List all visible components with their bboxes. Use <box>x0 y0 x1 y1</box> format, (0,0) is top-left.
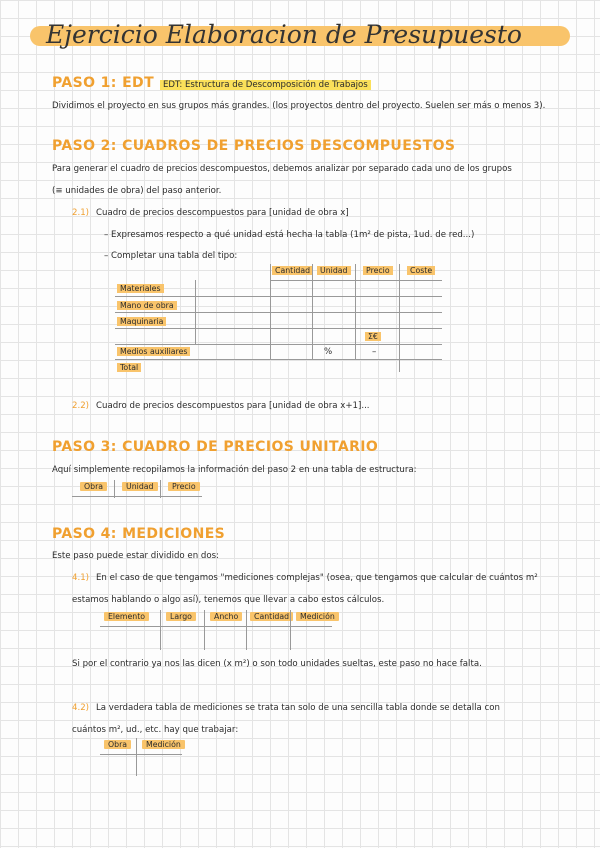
page-title: Ejercicio Elaboracion de Presupuesto <box>46 20 522 49</box>
s41-number: 4.1) <box>72 573 90 583</box>
precios-unitario-table <box>72 480 202 498</box>
dash-label: – <box>372 347 377 357</box>
vline <box>290 610 291 650</box>
bullet-expresamos: – Expresamos respecto a qué unidad está hecha la tabla (1m² de pista, 1ud. de red...) <box>104 230 475 240</box>
s41-text2: estamos hablando o algo así), tenemos que llevar a cabo estos cálculos. <box>72 595 385 605</box>
vline <box>355 264 356 360</box>
paso4-heading: PASO 4: MEDICIONES <box>52 526 226 542</box>
col-unidad: Unidad <box>122 482 158 491</box>
s42-text2: cuántos m², ud., etc. hay que trabajar: <box>72 725 239 735</box>
vline <box>246 610 247 650</box>
col-precio: Precio <box>168 482 200 491</box>
col-cantidad: Cantidad <box>272 266 313 275</box>
col-unidad: Unidad <box>317 266 351 275</box>
col-elemento: Elemento <box>104 612 149 621</box>
paso4-text: Este paso puede estar dividido en dos: <box>52 551 219 561</box>
vline <box>270 264 271 360</box>
vline <box>204 610 205 650</box>
paso1-note-text: EDT: Estructura de Descomposición de Trabajos <box>160 80 371 90</box>
hline <box>115 328 442 329</box>
sum-euro-label: Σ€ <box>365 332 381 341</box>
vline <box>114 480 115 498</box>
vline <box>160 610 161 650</box>
vline <box>160 480 161 498</box>
col-cantidad: Cantidad <box>250 612 293 621</box>
paso2-text1: Para generar el cuadro de precios descompuestos, debemos analizar por separado cada uno de los grupos <box>52 164 512 174</box>
col-obra: Obra <box>104 740 131 749</box>
hline <box>115 359 442 360</box>
col-largo: Largo <box>166 612 196 621</box>
vline <box>195 280 196 344</box>
s21-number: 2.1) <box>72 208 90 218</box>
row-maquinaria: Maquinaria <box>117 317 166 326</box>
row-total: Total <box>117 363 141 372</box>
precios-descompuestos-table <box>115 264 442 372</box>
pct-label: % <box>324 347 333 357</box>
s22-text: Cuadro de precios descompuestos para [unidad de obra x+1]... <box>96 401 370 411</box>
paso3-text: Aquí simplemente recopilamos la información del paso 2 en una tabla de estructura: <box>52 465 417 475</box>
paso2-text2: (≡ unidades de obra) del paso anterior. <box>52 186 222 196</box>
row-materiales: Materiales <box>117 284 164 293</box>
col-ancho: Ancho <box>210 612 242 621</box>
paso1-heading: PASO 1: EDT <box>52 75 155 91</box>
vline <box>312 264 313 360</box>
hline <box>115 296 442 297</box>
s41-text1: En el caso de que tengamos "mediciones complejas" (osea, que tengamos que calcular de cuántos m² <box>96 573 538 583</box>
vline <box>399 264 400 372</box>
hline <box>115 344 442 345</box>
hline <box>270 280 442 281</box>
paso1-text: Dividimos el proyecto en sus grupos más grandes. (los proyectos dentro del proyecto. Suelen ser más o menos 3). <box>52 101 546 111</box>
text-contrario: Si por el contrario ya nos las dicen (x m²) o son todo unidades sueltas, este paso no hace falta. <box>72 659 482 669</box>
hline <box>72 496 202 497</box>
vline <box>136 738 137 776</box>
bullet-completar: – Completar una tabla del tipo: <box>104 251 238 261</box>
s42-text1: La verdadera tabla de mediciones se trata tan solo de una sencilla tabla donde se detalla con <box>96 703 500 713</box>
col-medicion: Medición <box>142 740 185 749</box>
hline <box>100 754 182 755</box>
col-coste: Coste <box>407 266 435 275</box>
hline <box>100 626 332 627</box>
s42-number: 4.2) <box>72 703 90 713</box>
mediciones-complejas-table <box>100 610 335 650</box>
row-mano-de-obra: Mano de obra <box>117 301 177 310</box>
hline <box>115 312 442 313</box>
col-medicion: Medición <box>296 612 339 621</box>
row-medios-auxiliares: Medios auxiliares <box>117 347 190 356</box>
s22-number: 2.2) <box>72 401 90 411</box>
col-precio: Precio <box>363 266 393 275</box>
paso1-note <box>160 80 371 90</box>
paso3-heading: PASO 3: CUADRO DE PRECIOS UNITARIO <box>52 439 379 455</box>
mediciones-table <box>100 738 182 776</box>
s21-text: Cuadro de precios descompuestos para [unidad de obra x] <box>96 208 349 218</box>
col-obra: Obra <box>80 482 107 491</box>
paso2-heading: PASO 2: CUADROS DE PRECIOS DESCOMPUESTOS <box>52 138 456 154</box>
